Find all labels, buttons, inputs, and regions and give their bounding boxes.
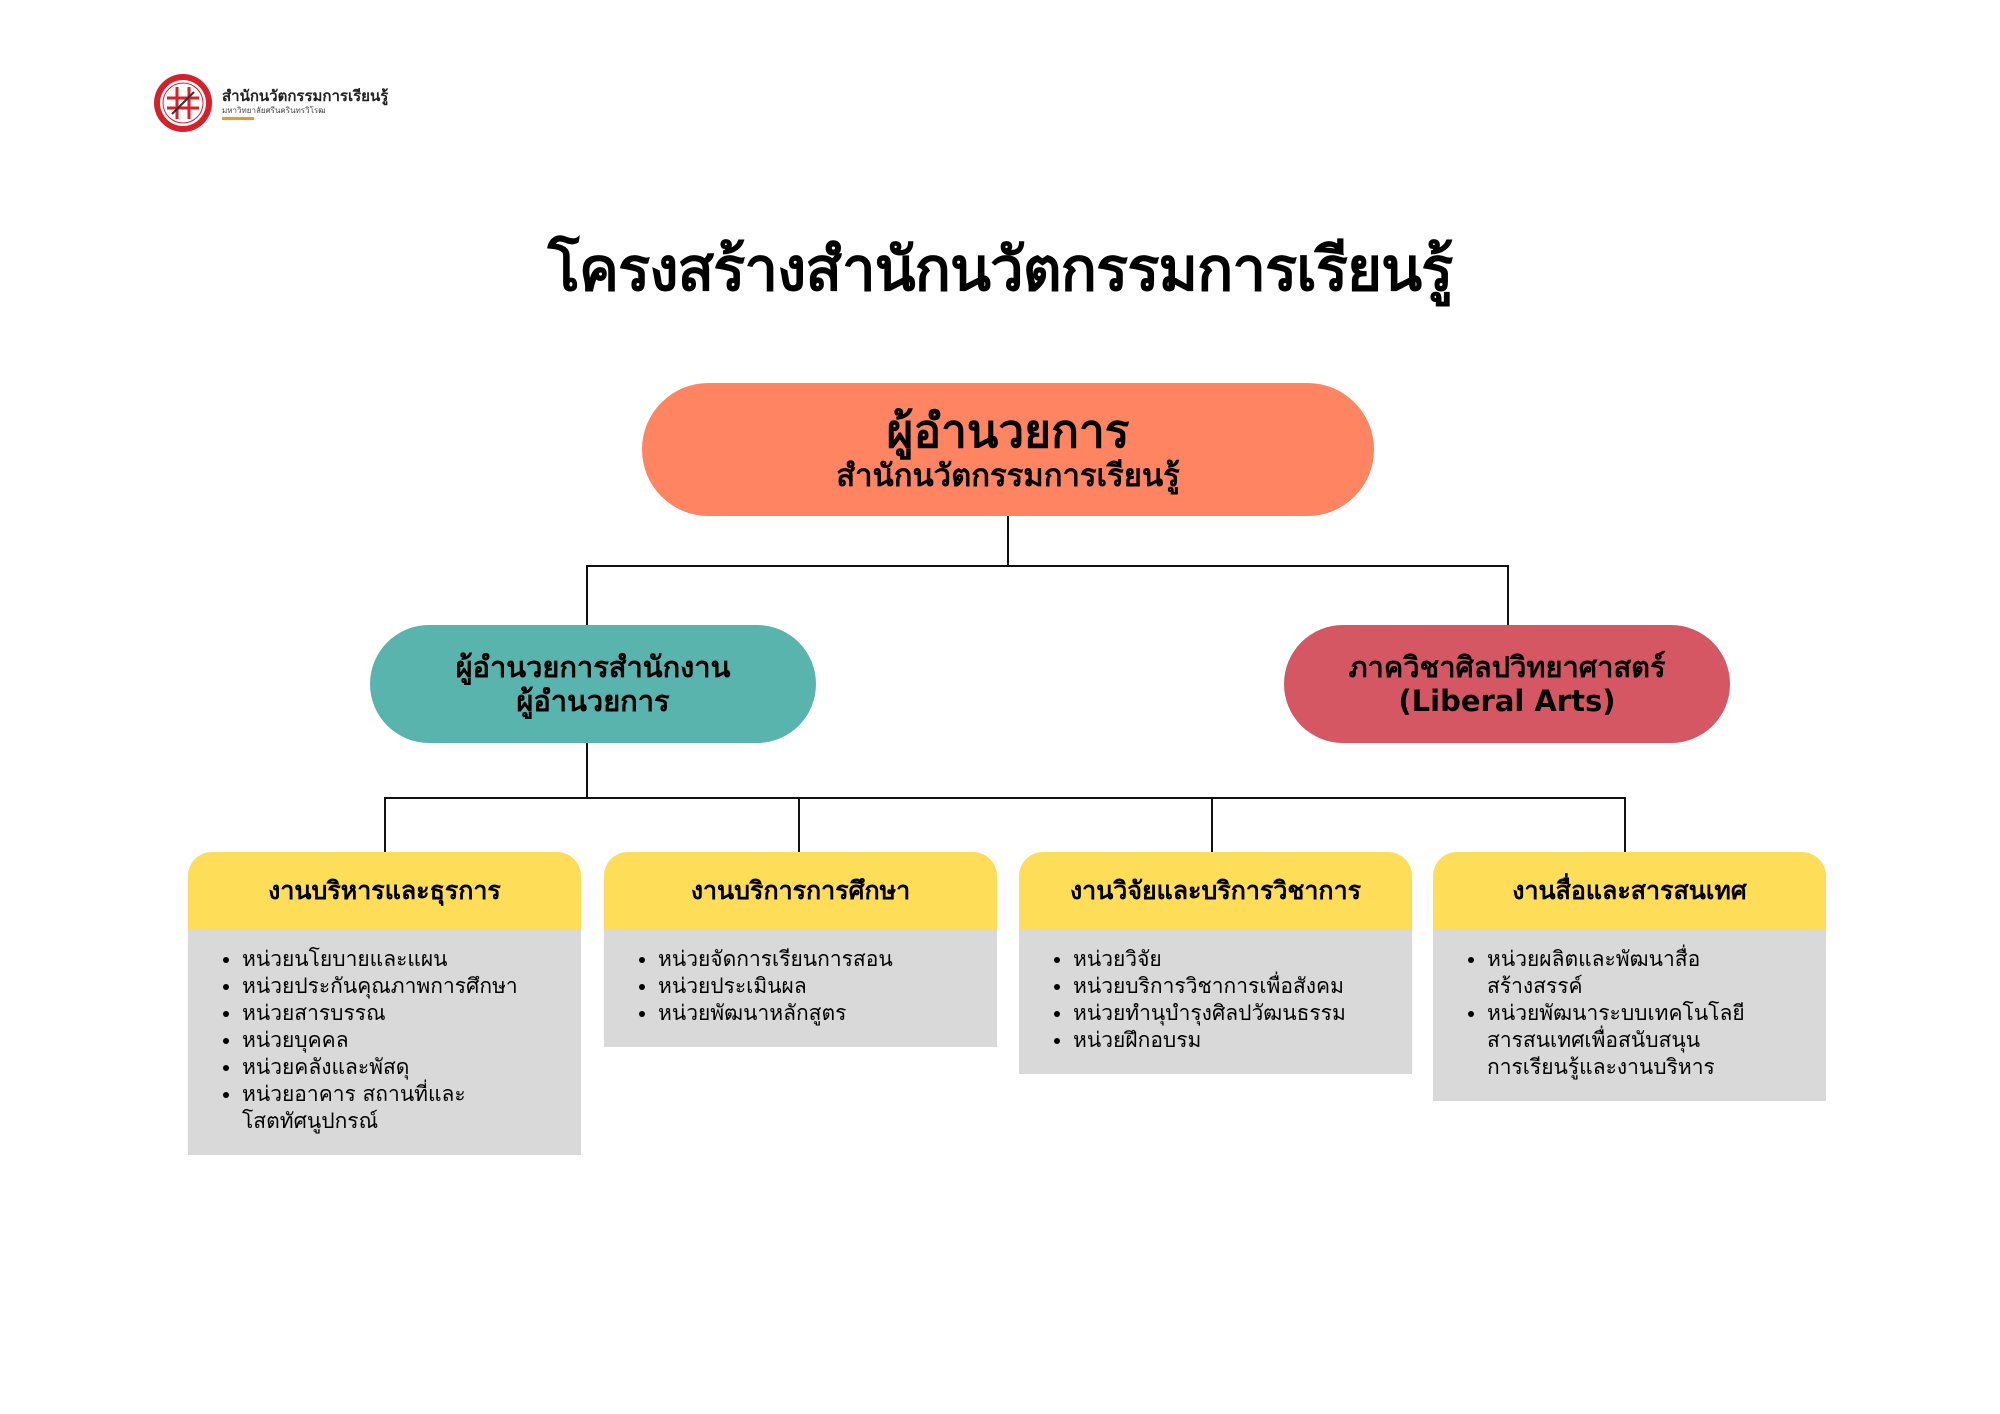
unit-item-list [1045, 946, 1398, 1054]
list-item: • หน่วยวิจัย [1073, 946, 1398, 973]
list-item: • หน่วยอาคาร สถานที่และ โสตทัศนูปกรณ์ [242, 1081, 567, 1135]
director-title: ผู้อำนวยการ [886, 404, 1130, 459]
unit-body [188, 930, 581, 1155]
list-item: • หน่วยสารบรรณ [242, 1000, 567, 1027]
logo-underline [222, 117, 254, 120]
unit-card-education [604, 852, 997, 1047]
unit-body [1019, 930, 1412, 1074]
unit-card-research [1019, 852, 1412, 1074]
connector-to-unit-3 [1211, 797, 1213, 853]
logo-subname: มหาวิทยาลัยศรีนครินทรวิโรฒ [222, 106, 326, 115]
unit-card-admin [188, 852, 581, 1155]
connector-level2-horizontal [384, 797, 1626, 799]
list-item: • หน่วยคลังและพัสดุ [242, 1054, 567, 1081]
unit-card-media [1433, 852, 1826, 1101]
liberal-arts-line2: (Liberal Arts) [1398, 684, 1616, 718]
logo-seal-icon [152, 72, 214, 134]
list-item: • หน่วยจัดการเรียนการสอน [658, 946, 983, 973]
list-item: • หน่วยประเมินผล [658, 973, 983, 1000]
unit-item-list [1459, 946, 1812, 1081]
list-item: • หน่วยทำนุบำรุงศิลปวัฒนธรรม [1073, 1000, 1398, 1027]
list-item: • หน่วยผลิตและพัฒนาสื่อ สร้างสรรค์ [1487, 946, 1812, 1000]
unit-body [1433, 930, 1826, 1101]
unit-header: งานสื่อและสารสนเทศ [1433, 852, 1826, 930]
connector-to-unit-1 [384, 797, 386, 853]
connector-level1-horizontal [586, 565, 1509, 567]
unit-item-list [630, 946, 983, 1027]
list-item: • หน่วยพัฒนาระบบเทคโนโลยี สารสนเทศเพื่อสนับสนุน การเรียนรู้และงานบริหาร [1487, 1000, 1812, 1081]
office-director-line2: ผู้อำนวยการ [516, 684, 670, 718]
unit-header: งานบริการการศึกษา [604, 852, 997, 930]
list-item: • หน่วยบริการวิชาการเพื่อสังคม [1073, 973, 1398, 1000]
list-item: • หน่วยบุคคล [242, 1027, 567, 1054]
connector-to-office [586, 565, 588, 626]
unit-header: งานวิจัยและบริการวิชาการ [1019, 852, 1412, 930]
list-item: • หน่วยประกันคุณภาพการศึกษา [242, 973, 567, 1000]
liberal-arts-box [1284, 625, 1730, 743]
page-title: โครงสร้างสำนักนวัตกรรมการเรียนรู้ [547, 235, 1453, 305]
director-box [642, 383, 1374, 516]
list-item: • หน่วยฝึกอบรม [1073, 1027, 1398, 1054]
connector-to-liberal-arts [1507, 565, 1509, 626]
connector-to-unit-4 [1624, 797, 1626, 853]
office-director-box [370, 625, 816, 743]
connector-office-down [586, 743, 588, 798]
unit-body [604, 930, 997, 1047]
office-director-line1: ผู้อำนวยการสำนักงาน [455, 649, 731, 684]
unit-header: งานบริหารและธุรการ [188, 852, 581, 930]
liberal-arts-line1: ภาควิชาศิลปวิทยาศาสตร์ [1348, 649, 1666, 684]
unit-item-list [214, 946, 567, 1135]
connector-to-unit-2 [798, 797, 800, 853]
director-subtitle: สำนักนวัตกรรมการเรียนรู้ [836, 458, 1180, 495]
list-item: • หน่วยนโยบายและแผน [242, 946, 567, 973]
connector-director-down [1007, 516, 1009, 566]
logo-name: สำนักนวัตกรรมการเรียนรู้ [222, 87, 389, 105]
list-item: • หน่วยพัฒนาหลักสูตร [658, 1000, 983, 1027]
